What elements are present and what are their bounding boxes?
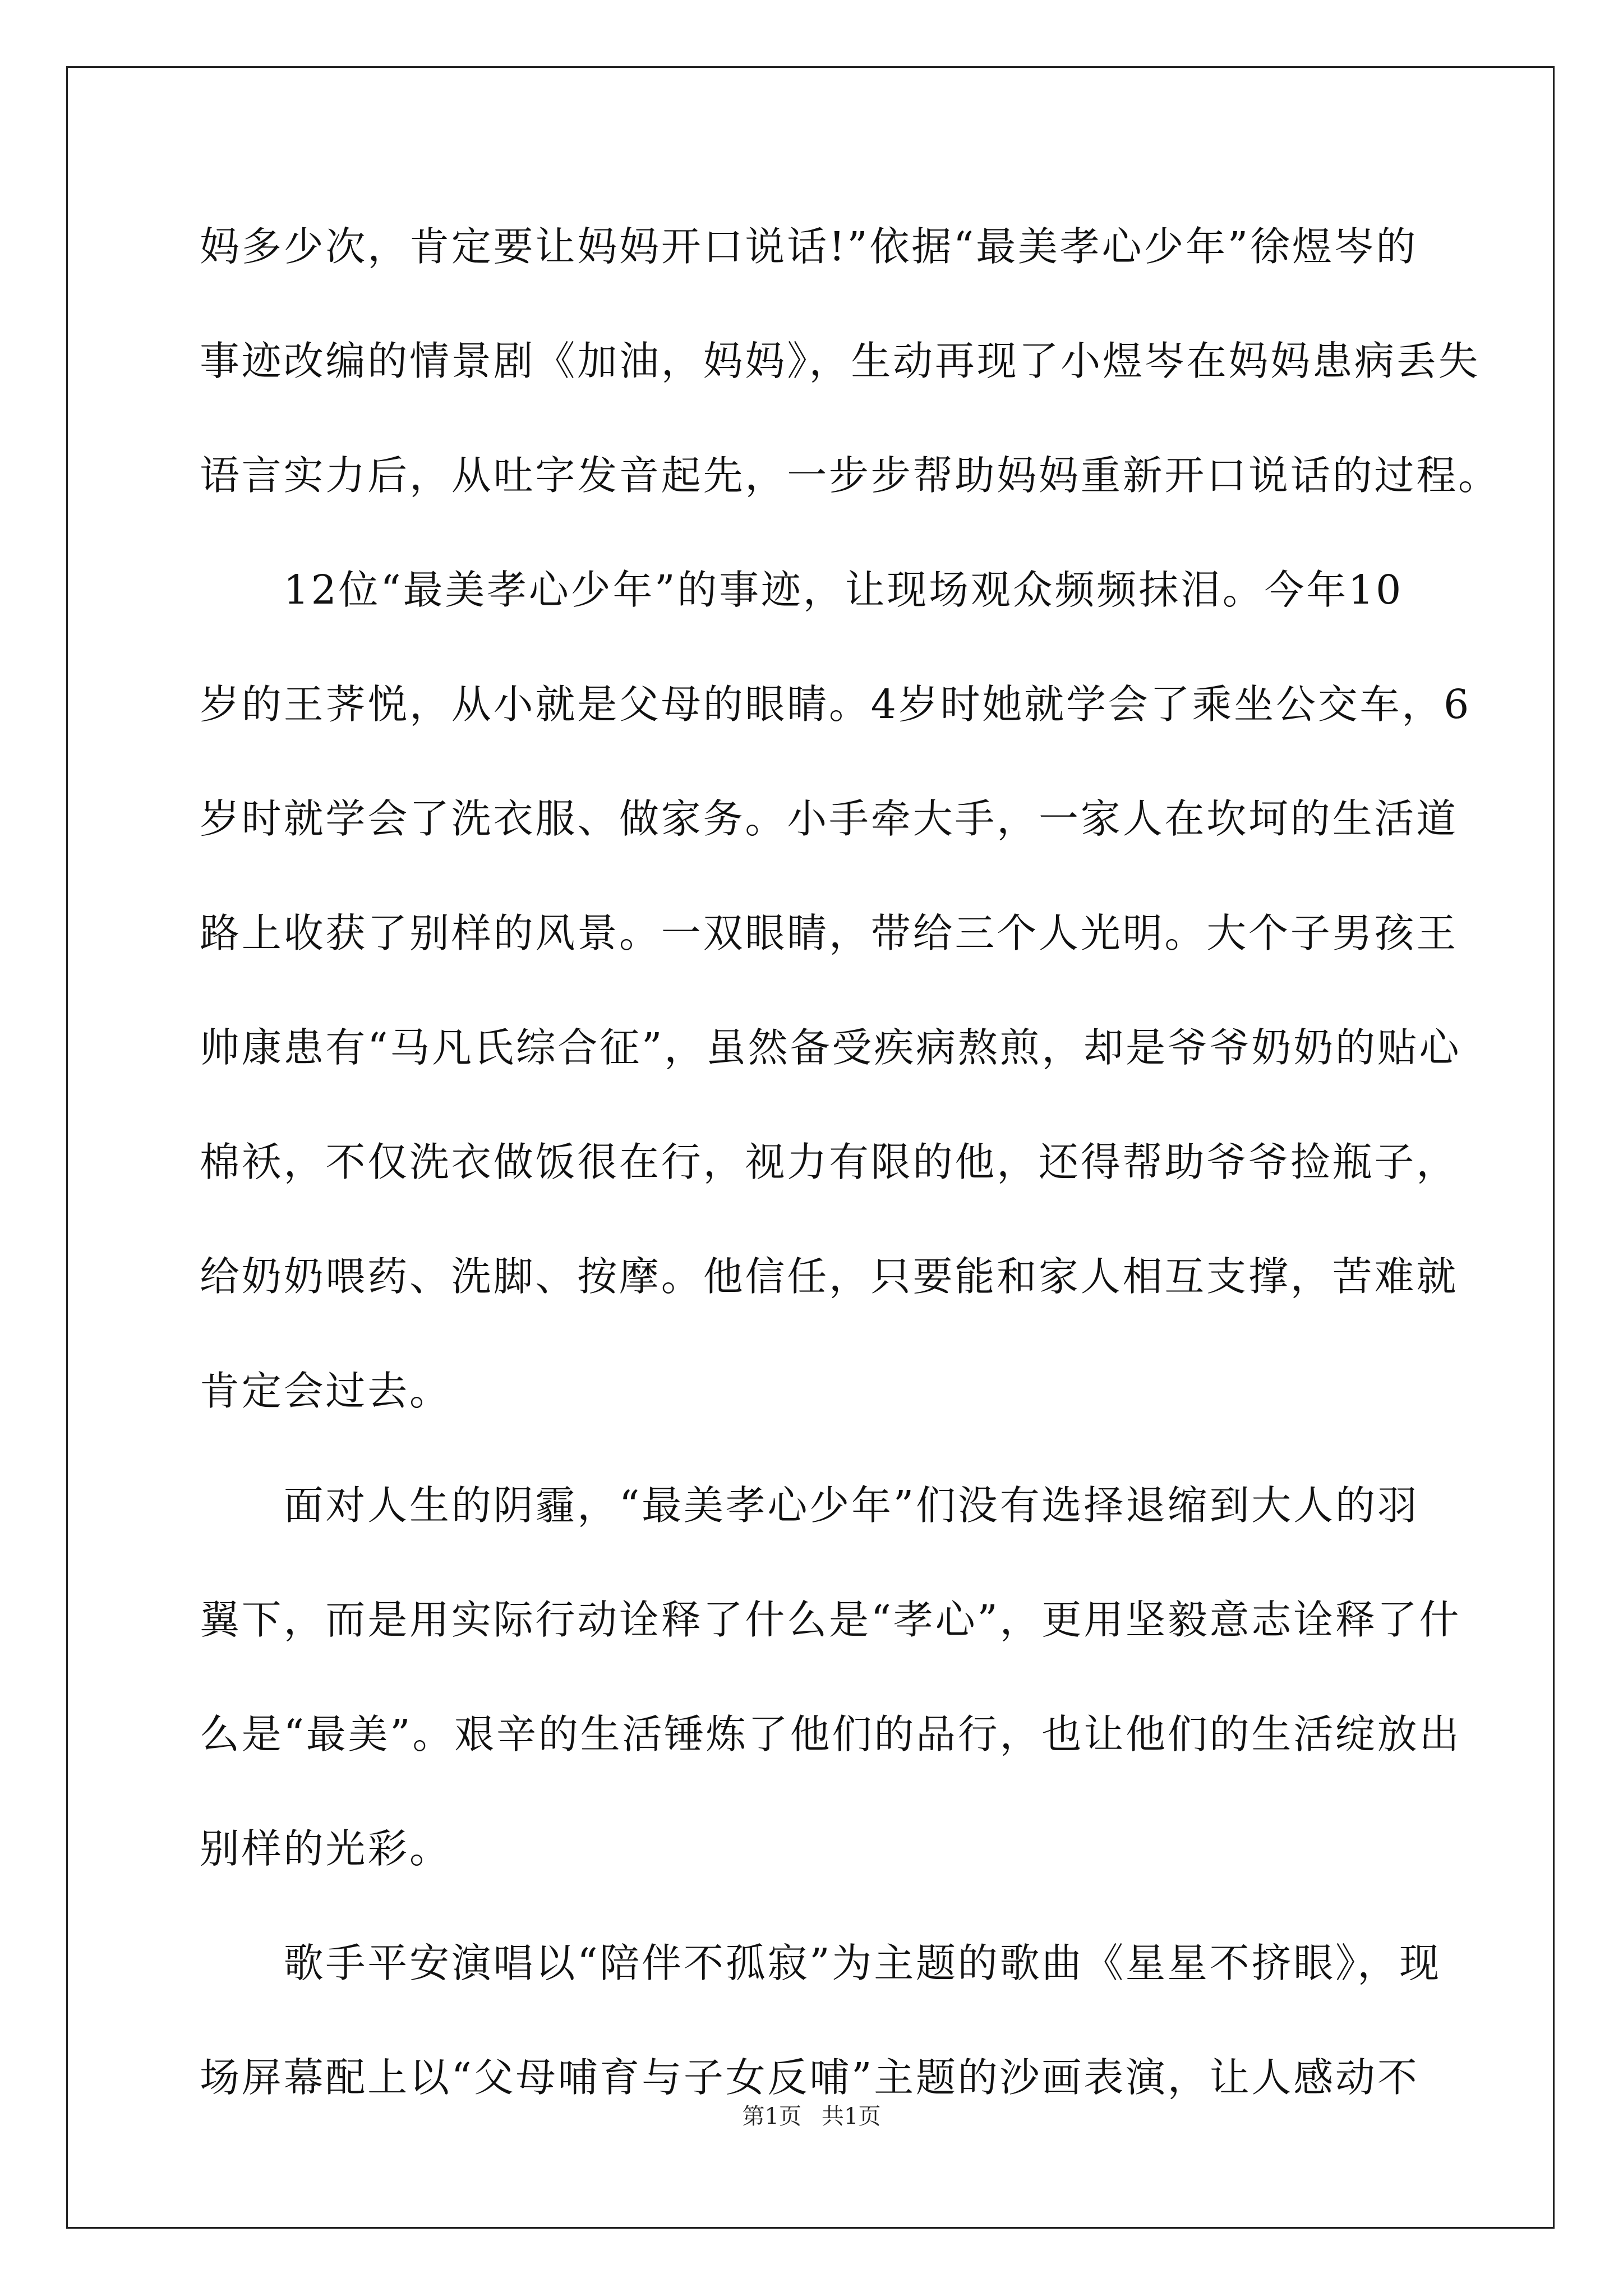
text-line: 12位“最美孝心少年”的事迹，让现场观众频频抹泪。今年10 xyxy=(200,567,1404,613)
text-line: 别样的光彩。 xyxy=(200,1825,451,1872)
text-line: 语言实力后，从吐字发音起先，一步步帮助妈妈重新开口说话的过程。 xyxy=(200,452,1500,499)
document-body xyxy=(200,200,1500,2146)
text-line: 岁时就学会了洗衣服、做家务。小手牵大手，一家人在坎坷的生活道 xyxy=(200,795,1459,842)
text-line: 给奶奶喂药、洗脚、按摩。他信任，只要能和家人相互支撑，苦难就 xyxy=(200,1253,1459,1300)
text-line: 翼下，而是用实际行动诠释了什么是“孝心”，更用坚毅意志诠释了什 xyxy=(200,1596,1461,1643)
text-line: 歌手平安演唱以“陪伴不孤寂”为主题的歌曲《星星不挤眼》，现 xyxy=(200,1940,1441,1986)
text-line: 事迹改编的情景剧《加油，妈妈》，生动再现了小煜岑在妈妈患病丢失 xyxy=(200,338,1481,384)
text-line: 棉袄，不仅洗衣做饭很在行，视力有限的他，还得帮助爷爷捡瓶子， xyxy=(200,1139,1459,1185)
page-number: 第1页 xyxy=(742,2104,801,2129)
text-line: 么是“最美”。艰辛的生活锤炼了他们的品行，也让他们的生活绽放出 xyxy=(200,1711,1461,1757)
page-total: 共1页 xyxy=(822,2104,881,2129)
text-line: 路上收获了别样的风景。一双眼睛，带给三个人光明。大个子男孩王 xyxy=(200,910,1459,956)
text-line: 妈多少次，肯定要让妈妈开口说话!”依据“最美孝心少年”徐煜岑的 xyxy=(200,223,1418,270)
text-line: 岁的王荠悦，从小就是父母的眼睛。4岁时她就学会了乘坐公交车，6 xyxy=(200,681,1472,728)
text-line: 面对人生的阴霾，“最美孝心少年”们没有选择退缩到大人的羽 xyxy=(200,1482,1419,1529)
page-footer xyxy=(0,2100,1623,2133)
text-line: 帅康患有“马凡氏综合征”，虽然备受疾病熬煎，却是爷爷奶奶的贴心 xyxy=(200,1024,1461,1071)
text-line: 肯定会过去。 xyxy=(200,1368,451,1414)
text-line: 场屏幕配上以“父母哺育与子女反哺”主题的沙画表演，让人感动不 xyxy=(200,2054,1419,2101)
